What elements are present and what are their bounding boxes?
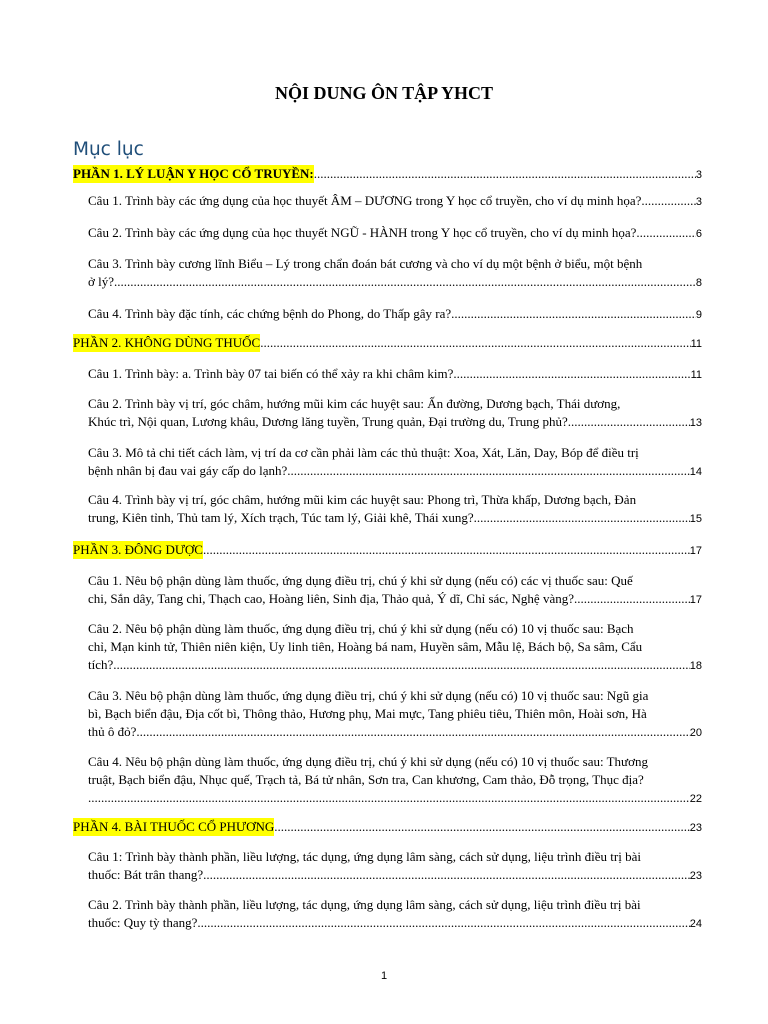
toc-page-number: 18 [689,660,702,672]
toc-entry-text: Câu 4. Trình bày đặc tính, các chứng bệnh do Phong, do Thấp gây ra? [88,306,452,321]
toc-question-entry[interactable] [88,444,702,480]
toc-entry-line [73,334,702,352]
toc-entry-text: Câu 2. Trình bày các ứng dụng của học thuyết NGŨ - HÀNH trong Y học cổ truyền, cho ví dụ minh họa?. [88,225,640,240]
page-number: 1 [380,970,388,982]
toc-page-number: 3 [695,169,702,181]
toc-entry-line [88,491,702,509]
toc-dot-leader [114,273,696,291]
toc-dot-leader [136,723,689,741]
toc-entry-text: Câu 2. Trình bày vị trí, góc châm, hướng mũi kim các huyệt sau: Ấn đường, Dương bạch, Thái dương, [88,396,621,411]
toc-dot-leader [568,413,690,431]
toc-entry-line [73,165,702,183]
toc-dot-leader [474,509,690,527]
toc-entry-line [88,224,702,242]
toc-question-entry[interactable] [88,896,702,932]
toc-entry-text: Câu 3. Trình bày cương lĩnh Biểu – Lý trong chẩn đoán bát cương và cho ví dụ một bệnh ở biểu, một bệnh [88,256,643,271]
toc-entry-line [88,413,702,431]
toc-entry-line [73,818,702,836]
toc-entry-line [88,896,702,914]
toc-entry-text: trung, Kiên tỉnh, Thủ tam lý, Xích trạch, Túc tam lý, Giải khê, Thái xung? [88,510,474,525]
toc-entry-line [88,656,702,674]
toc-entry-line [88,444,702,462]
toc-entry-line [88,305,702,323]
toc-entry-text: thuốc: Quy tỳ thang? [88,915,198,930]
document-title: NỘI DUNG ÔN TẬP YHCT [274,83,494,103]
toc-entry-text: PHẦN 3. ĐÔNG DƯỢC [73,542,203,557]
toc-entry-text: tích? [88,657,114,672]
toc-page-number: 17 [689,545,702,557]
toc-entry-text: Câu 3. Nêu bộ phận dùng làm thuốc, ứng dụng điều trị, chú ý khi sử dụng (nếu có) 10 vị thuốc sau: Ngũ gia [88,688,649,703]
toc-dot-leader [203,541,690,559]
toc-page-number: 9 [695,309,702,321]
toc-entry-text: Khúc trì, Nội quan, Lương khâu, Dương lăng tuyền, Trung quản, Đại trường du, Trung phủ? [88,414,568,429]
toc-entry-line [88,192,702,210]
toc-dot-leader [113,656,689,674]
toc-entry-text: chỉ, Mạn kinh tử, Thiên niên kiện, Uy linh tiên, Hoàng bá nam, Huyền sâm, Mẫu lệ, Bách bộ, Sa sâm, Cẩu [88,639,643,654]
toc-question-entry[interactable] [88,620,702,674]
toc-dot-leader [641,192,695,210]
toc-page-number: 11 [690,369,702,381]
toc-entry-line [73,541,702,559]
toc-entry-text: ở lý? [88,274,115,289]
toc-entry-text: Câu 1. Trình bày: a. Trình bày 07 tai biến có thể xảy ra khi châm kim? [88,366,454,381]
toc-page-number: 23 [689,822,702,834]
toc-entry-text: Câu 1. Trình bày các ứng dụng của học thuyết ÂM – DƯƠNG trong Y học cổ truyền, cho ví dụ minh họa? [88,193,642,208]
toc-page-number: 6 [695,228,702,240]
toc-entry-line [88,687,702,705]
toc-dot-leader [274,818,689,836]
toc-question-entry[interactable] [88,224,702,242]
toc-page-number: 22 [689,793,702,805]
toc-entry-text: PHẦN 4. BÀI THUỐC CỔ PHƯƠNG [73,819,275,834]
toc-page-number: 23 [689,870,702,882]
toc-part-entry[interactable] [73,818,702,836]
toc-entry-line [88,590,702,608]
toc-entry-line [88,255,702,273]
toc-dot-leader [260,334,690,352]
toc-entry-line [88,723,702,741]
toc-page-number: 24 [689,918,702,930]
toc-dot-leader [640,224,696,242]
toc-dot-leader [314,165,696,183]
toc-entry-line [88,914,702,932]
toc-entry-text: Câu 3. Mô tả chi tiết cách làm, vị trí da cơ cần phải làm các thủ thuật: Xoa, Xát, Lăn, Day, Bóp để điều trị [88,445,639,460]
toc-entry-text: Câu 1: Trình bày thành phần, liều lượng, tác dụng, ứng dụng lâm sàng, cách sử dụng, liệu trình điều trị bài [88,849,641,864]
toc-dot-leader [88,789,690,807]
toc-dot-leader [451,305,696,323]
toc-page-number: 20 [689,727,702,739]
toc-page-number: 8 [695,277,702,289]
toc-dot-leader [203,866,690,884]
toc-entry-text: Câu 2. Nêu bộ phận dùng làm thuốc, ứng dụng điều trị, chú ý khi sử dụng (nếu có) 10 vị thuốc sau: Bạch [88,621,634,636]
toc-entry-line [88,789,702,807]
toc-dot-leader [574,590,690,608]
toc-entry-text: PHẦN 1. LÝ LUẬN Y HỌC CỔ TRUYỀN: [73,166,314,181]
toc-heading: Mục lục [73,139,144,160]
toc-entry-text: thuốc: Bát trân thang? [88,867,204,882]
toc-page-number: 11 [690,338,702,350]
toc-entry-text: bì, Bạch biển đậu, Địa cốt bì, Thông thảo, Hương phụ, Mai mực, Tang phiêu tiêu, Thiên môn, Hoài sơn, Hà [88,706,647,721]
toc-entry-line [88,848,702,866]
toc-entry-line [88,509,702,527]
toc-question-entry[interactable] [88,305,702,323]
toc-page-number: 17 [689,594,702,606]
toc-dot-leader [287,462,689,480]
toc-part-entry[interactable] [73,334,702,352]
toc-entry-line [88,620,702,638]
toc-entry-line [88,753,702,771]
toc-question-entry[interactable] [88,848,702,884]
toc-question-entry[interactable] [88,395,702,431]
toc-entry-text: Câu 4. Trình bày vị trí, góc châm, hướng mũi kim các huyệt sau: Phong trì, Thừa khấp, Dương bạch, Đản [88,492,637,507]
toc-entry-text: chi, Sắn dây, Tang chi, Thạch cao, Hoàng liên, Sinh địa, Thảo quả, Ý dĩ, Chỉ sác, Nghệ vàng? [88,591,574,606]
toc-question-entry[interactable] [88,572,702,608]
toc-entry-line [88,462,702,480]
toc-page-number: 13 [689,417,702,429]
toc-entry-line [88,771,702,789]
toc-question-entry[interactable] [88,192,702,210]
toc-entry-text: Câu 4. Nêu bộ phận dùng làm thuốc, ứng dụng điều trị, chú ý khi sử dụng (nếu có) 10 vị thuốc sau: Thương [88,754,648,769]
toc-entry-line [88,638,702,656]
toc-question-entry[interactable] [88,687,702,741]
toc-page-number: 14 [689,466,702,478]
toc-entry-text: Câu 2. Trình bày thành phần, liều lượng, tác dụng, ứng dụng lâm sàng, cách sử dụng, liệu trình điều trị bài [88,897,641,912]
toc-entry-text: thủ ô đỏ? [88,724,137,739]
toc-page-number: 15 [689,513,702,525]
toc-part-entry[interactable] [73,541,702,559]
toc-entry-text: Câu 1. Nêu bộ phận dùng làm thuốc, ứng dụng điều trị, chú ý khi sử dụng (nếu có) các vị thuốc sau: Quế [88,573,633,588]
toc-entry-text: PHẦN 2. KHÔNG DÙNG THUỐC [73,335,261,350]
toc-question-entry[interactable] [88,491,702,527]
toc-entry-line [88,273,702,291]
toc-dot-leader [197,914,689,932]
toc-question-entry[interactable] [88,365,702,383]
toc-entry-line [88,705,702,723]
toc-question-entry[interactable] [88,255,702,291]
toc-entry-line [88,365,702,383]
toc-dot-leader [453,365,690,383]
toc-page-number: 3 [695,196,702,208]
toc-part-entry[interactable] [73,165,702,183]
toc-entry-line [88,866,702,884]
toc-entry-text: truật, Bạch biển đậu, Nhục quế, Trạch tả, Bá tử nhân, Sơn tra, Can khương, Cam thảo, Đỗ trọng, Thục địa? [88,772,644,787]
toc-entry-line [88,395,702,413]
toc-entry-text: bệnh nhân bị đau vai gáy cấp do lạnh? [88,463,288,478]
toc-question-entry[interactable] [88,753,702,807]
toc-entry-line [88,572,702,590]
